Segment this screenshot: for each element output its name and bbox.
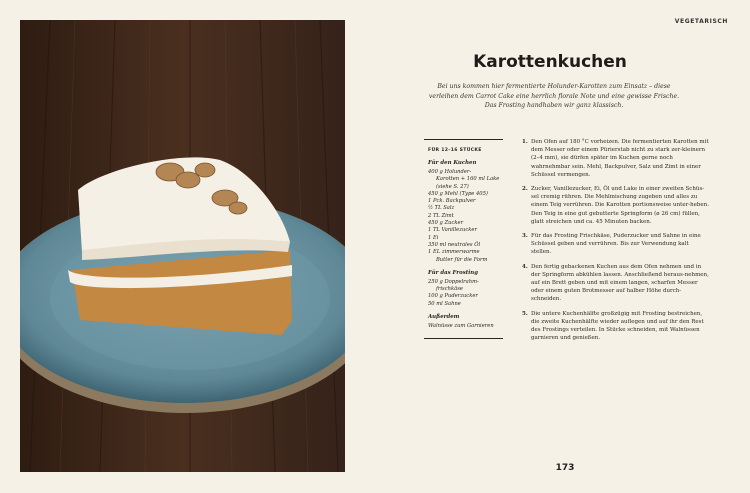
ingredient-group-title: Für das Frosting [428, 269, 478, 276]
ingredient-group-cake [428, 160, 503, 264]
step-2 [522, 185, 710, 226]
step-text: Zucker, Vanillezucker, Ei, Öl und Lake in einer zweiten Schüs-sel cremig rühren. Die Mehlmischung zugeben und alles zu einem Teig verrühren. Die Karotten portionsweise unter-heben. Den Teig in eine gut gebutterte Springform (ø 26 cm) füllen, glatt streichen und ca. 45 Minuten backen. [531, 186, 709, 225]
step-text: Den fertig gebackenen Kuchen aus dem Ofen nehmen und in der Springform abkühlen lassen. Anschließend heraus-nehmen, auf ein Brett geben und mit einem langen, scharfen Messer oder einem guten Brotmesser auf halber Höhe durch-schneiden. [531, 263, 709, 303]
ingredient-line: 50 ml Sahne [428, 300, 461, 307]
ingredient-line: 250 g Doppelrahm- [428, 278, 479, 285]
recipe-photo [20, 20, 345, 472]
ingredient-line: 1 Ei [428, 234, 439, 241]
ingredient-line: (siehe S. 27) [436, 183, 469, 190]
ingredient-line: Butter für die Form [436, 256, 488, 263]
step-number: 5. [522, 310, 528, 317]
step-3 [522, 232, 710, 257]
step-text: Für das Frosting Frischkäse, Puderzucker und Sahne in eine Schüssel geben und verrühren. Bis zur Verwendung kalt stellen. [531, 233, 701, 256]
ingredient-line: 350 ml neutrales Öl [428, 241, 481, 248]
ingredient-line: 1 TL Vanillezucker [428, 227, 477, 234]
ingredient-line: 1 EL zimmerwarme [428, 249, 480, 256]
recipe-title: Karottenkuchen [473, 52, 627, 72]
ingredient-line: 1 Pck. Backpulver [428, 198, 476, 205]
ingredient-line: frischkäse [436, 286, 463, 293]
ingredient-group-title: Außerdem [428, 314, 460, 321]
ingredient-line: 450 g Zucker [428, 220, 464, 227]
step-text: Die untere Kuchenhälfte großzügig mit Frosting bestreichen, die zweite Kuchenhälfte wieder auflegen und auf ihr den Rest des Frostings verteilen. In Stücke schneiden, mit Walnüssen garnieren und genießen. [531, 310, 704, 342]
step-number: 2. [522, 186, 528, 193]
ingredient-line: Karotten + 160 ml Lake [436, 176, 500, 183]
step-number: 1. [522, 139, 528, 145]
step-4 [522, 263, 710, 304]
ingredient-line: 100 g Puderzucker [428, 293, 478, 300]
ingredient-line: 400 g Holunder- [428, 169, 472, 175]
recipe-intro: Bei uns kommen hier fermentierte Holunder-Karotten zum Einsatz – diese verleihen dem Carrot Cake eine herrlich florale Note und eine gewisse Frische. Das Frosting handhaben wir ganz klassisch. [428, 83, 680, 110]
ingredient-line: 2 TL Zimt [428, 212, 454, 219]
ingredient-group-extra [428, 314, 503, 330]
ingredient-line: Walnüsse zum Garnieren [428, 323, 494, 330]
carrot-cake-photo-illustration [20, 20, 345, 472]
ingredient-line: ½ TL Salz [428, 205, 455, 212]
ingredients-box [424, 139, 503, 339]
category-tag: VEGETARISCH [674, 18, 728, 25]
step-text: Den Ofen auf 180 °C vorheizen. Die fermentierten Karotten mit dem Messer oder einem Pürierstab nicht zu stark zer-kleinern (2–4 mm), sie dürfen später im Kuchen gerne noch wahrnehmbar sein. Mehl, Backpulver, Salz und Zimt in einer Schüssel vermengen. [531, 139, 709, 178]
preparation-steps [522, 138, 710, 348]
serving-size: FÜR 12–16 STÜCKE [428, 148, 482, 153]
ingredient-line: 450 g Mehl (Type 405) [428, 190, 488, 197]
step-5 [522, 310, 710, 343]
ingredient-group-frosting [428, 270, 503, 308]
ingredient-group-title: Für den Kuchen [428, 160, 477, 166]
page-number: 173 [555, 463, 575, 473]
step-1 [522, 138, 710, 179]
step-number: 4. [522, 263, 528, 270]
step-number: 3. [522, 233, 528, 240]
